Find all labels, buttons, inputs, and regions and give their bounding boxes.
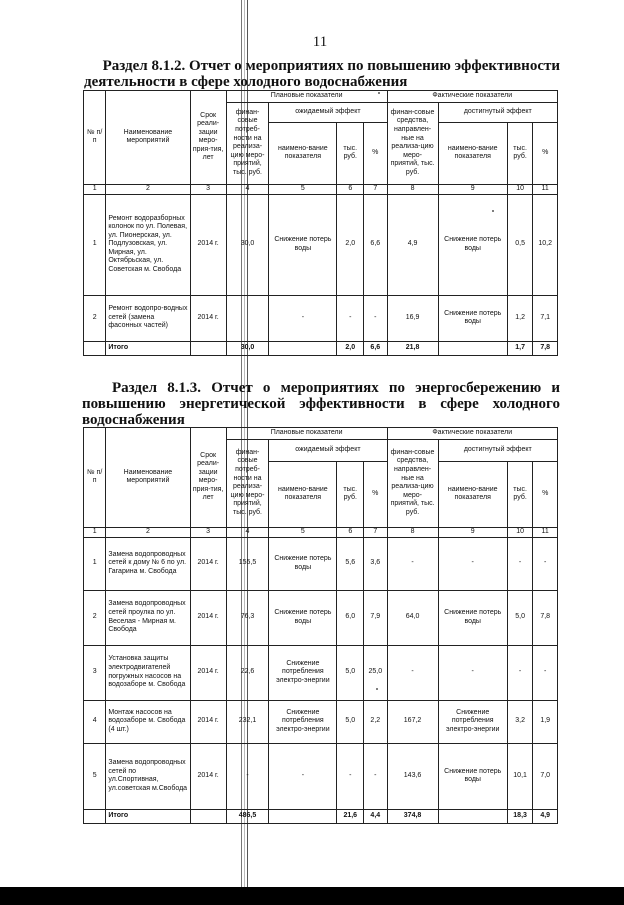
heading-line-1: Раздел 8.1.3. Отчет о мероприятиях по энергосбережению и <box>112 380 560 396</box>
row-fact-fin: 16,9 <box>387 295 438 341</box>
total-empty <box>190 809 226 823</box>
total-plan-fin: 486,5 <box>226 809 269 823</box>
row-ind2: Снижение потерь воды <box>438 194 507 295</box>
col-number: 9 <box>438 184 507 194</box>
row-name: Замена водопроводных сетей проулка по ул. Веселая - Мирная м. Свобода <box>106 590 190 645</box>
col-number: 3 <box>190 527 226 537</box>
total-empty <box>190 341 226 355</box>
col-number: 11 <box>533 184 558 194</box>
heading-line-1: Раздел 8.1.2. Отчет о мероприятиях по повышению эффективности <box>102 58 560 74</box>
table-8-1-2 <box>83 90 558 356</box>
row-thous: - <box>337 743 364 809</box>
header-ind-name: наимено-вание показателя <box>269 122 337 184</box>
header-fact-fin: финан-совые средства, направлен-ные на реализа-цию меро-приятий, тыс. руб. <box>387 102 438 184</box>
total-thous2: 1,7 <box>507 341 533 355</box>
scan-speck <box>376 688 378 690</box>
row-fact-fin: 143,6 <box>387 743 438 809</box>
table-row <box>84 645 558 700</box>
header-term: Срок реали-зации меро-прия-тия, лет <box>190 428 226 528</box>
total-plan-fin: 30,0 <box>226 341 269 355</box>
table-row <box>84 194 558 295</box>
col-number: 10 <box>507 184 533 194</box>
header-planned: Плановые показатели <box>226 91 387 103</box>
scan-speck <box>492 210 494 212</box>
total-thous: 21,6 <box>337 809 364 823</box>
col-number: 3 <box>190 184 226 194</box>
total-pct: 6,6 <box>364 341 387 355</box>
col-number: 8 <box>387 527 438 537</box>
row-num: 5 <box>84 743 106 809</box>
total-empty <box>84 341 106 355</box>
row-pct2: - <box>533 537 558 590</box>
header-pct: % <box>364 122 387 184</box>
header-actual: Фактические показатели <box>387 428 558 440</box>
row-pct2: - <box>533 645 558 700</box>
total-empty <box>269 341 337 355</box>
row-num: 1 <box>84 194 106 295</box>
header-fact-fin: финан-совые средства, направлен-ные на реализа-цию меро-приятий, тыс. руб. <box>387 439 438 527</box>
header-pct: % <box>364 461 387 527</box>
scan-bottom-edge <box>0 887 624 905</box>
row-pct: 2,2 <box>364 700 387 743</box>
row-pct: 3,6 <box>364 537 387 590</box>
total-fact-fin: 21,8 <box>387 341 438 355</box>
row-plan-fin: - <box>226 743 269 809</box>
table-row <box>84 295 558 341</box>
col-number: 5 <box>269 527 337 537</box>
header-name: Наименование мероприятий <box>106 428 190 528</box>
row-ind2: - <box>438 537 507 590</box>
header-thous: тыс. руб. <box>337 461 364 527</box>
header-expected: ожидаемый эффект <box>269 102 387 122</box>
row-fact-fin: - <box>387 645 438 700</box>
row-name: Замена водопроводных сетей по ул.Спортивная, ул.советская м.Свобода <box>106 743 190 809</box>
row-pct: 6,6 <box>364 194 387 295</box>
total-fact-fin: 374,8 <box>387 809 438 823</box>
total-empty <box>438 341 507 355</box>
header-plan-fin: финан-совые потреб-ности на реализа-цию меро-приятий, тыс. руб. <box>226 102 269 184</box>
header-achieved: достигнутый эффект <box>438 439 557 461</box>
header-num: № п/п <box>84 91 106 185</box>
row-pct2: 7,1 <box>533 295 558 341</box>
total-label: Итого <box>106 341 190 355</box>
row-ind2: - <box>438 645 507 700</box>
header-planned: Плановые показатели <box>226 428 387 440</box>
total-empty <box>438 809 507 823</box>
row-name: Монтаж насосов на водозаборе м. Свобода (4 шт.) <box>106 700 190 743</box>
header-ind-name2: наимено-вание показателя <box>438 122 507 184</box>
row-ind: Снижение потерь воды <box>269 590 337 645</box>
row-ind2: Снижение потерь воды <box>438 295 507 341</box>
row-ind2: Снижение потерь воды <box>438 590 507 645</box>
header-pct2: % <box>533 122 558 184</box>
col-number: 8 <box>387 184 438 194</box>
row-term: 2014 г. <box>190 295 226 341</box>
section-8-1-3-heading <box>82 380 560 428</box>
total-thous2: 18,3 <box>507 809 533 823</box>
row-thous2: 10,1 <box>507 743 533 809</box>
row-thous: 5,0 <box>337 645 364 700</box>
col-number: 11 <box>533 527 558 537</box>
row-thous: 6,0 <box>337 590 364 645</box>
col-number: 2 <box>106 184 190 194</box>
row-term: 2014 г. <box>190 590 226 645</box>
row-plan-fin: 232,1 <box>226 700 269 743</box>
col-number: 4 <box>226 184 269 194</box>
header-term: Срок реали-зации меро-прия-тия, лет <box>190 91 226 185</box>
total-pct2: 4,9 <box>533 809 558 823</box>
row-plan-fin: 155,5 <box>226 537 269 590</box>
row-num: 4 <box>84 700 106 743</box>
row-fact-fin: 4,9 <box>387 194 438 295</box>
scan-speck <box>378 92 380 94</box>
col-number: 10 <box>507 527 533 537</box>
row-pct2: 1,9 <box>533 700 558 743</box>
header-ind-name: наимено-вание показателя <box>269 461 337 527</box>
row-thous2: 1,2 <box>507 295 533 341</box>
row-thous2: - <box>507 645 533 700</box>
table-row <box>84 537 558 590</box>
row-name: Ремонт водопро-водных сетей (замена фасонных частей) <box>106 295 190 341</box>
col-number: 7 <box>364 527 387 537</box>
row-ind: Снижение потребления электро-энергии <box>269 700 337 743</box>
row-num: 3 <box>84 645 106 700</box>
row-plan-fin: 30,0 <box>226 194 269 295</box>
row-pct2: 7,8 <box>533 590 558 645</box>
header-achieved: достигнутый эффект <box>438 102 557 122</box>
header-pct2: % <box>533 461 558 527</box>
table-row <box>84 590 558 645</box>
total-empty <box>84 809 106 823</box>
header-thous2: тыс. руб. <box>507 122 533 184</box>
row-fact-fin: - <box>387 537 438 590</box>
row-pct2: 10,2 <box>533 194 558 295</box>
row-ind2: Снижение потребления электро-энергии <box>438 700 507 743</box>
table-8-1-3 <box>83 427 558 824</box>
row-term: 2014 г. <box>190 537 226 590</box>
row-pct: 7,9 <box>364 590 387 645</box>
row-ind: Снижение потерь воды <box>269 537 337 590</box>
row-thous: 5,6 <box>337 537 364 590</box>
row-name: Замена водопроводных сетей к дому № 6 по ул. Гагарина м. Свобода <box>106 537 190 590</box>
total-thous: 2,0 <box>337 341 364 355</box>
row-thous: 2,0 <box>337 194 364 295</box>
row-term: 2014 г. <box>190 645 226 700</box>
row-ind2: Снижение потерь воды <box>438 743 507 809</box>
header-ind-name2: наимено-вание показателя <box>438 461 507 527</box>
col-number: 7 <box>364 184 387 194</box>
header-thous: тыс. руб. <box>337 122 364 184</box>
row-name: Ремонт водоразборных колонок по ул. Полевая, ул. Пионерская, ул. Подлузовская, ул. Мирная, ул. Октябрьская, ул. Советская м. Свобода <box>106 194 190 295</box>
col-number: 6 <box>337 527 364 537</box>
total-empty <box>269 809 337 823</box>
row-num: 2 <box>84 295 106 341</box>
table-total-row <box>84 809 558 823</box>
table-row <box>84 743 558 809</box>
header-name: Наименование мероприятий <box>106 91 190 185</box>
header-actual: Фактические показатели <box>387 91 558 103</box>
row-plan-fin: 22,6 <box>226 645 269 700</box>
section-8-1-2-heading <box>82 58 560 90</box>
row-num: 1 <box>84 537 106 590</box>
col-number: 1 <box>84 184 106 194</box>
row-thous2: - <box>507 537 533 590</box>
row-term: 2014 г. <box>190 194 226 295</box>
row-fact-fin: 167,2 <box>387 700 438 743</box>
row-thous: - <box>337 295 364 341</box>
col-number: 2 <box>106 527 190 537</box>
heading-line-2: повышению энергетической эффективности в сфере холодного <box>82 396 560 412</box>
header-expected: ожидаемый эффект <box>269 439 387 461</box>
page-number: 11 <box>312 34 328 50</box>
col-number: 9 <box>438 527 507 537</box>
col-number: 5 <box>269 184 337 194</box>
row-term: 2014 г. <box>190 743 226 809</box>
table-total-row <box>84 341 558 355</box>
total-pct: 4,4 <box>364 809 387 823</box>
table-row <box>84 700 558 743</box>
row-pct: 25,0 <box>364 645 387 700</box>
row-thous2: 0,5 <box>507 194 533 295</box>
row-pct: - <box>364 743 387 809</box>
total-pct2: 7,8 <box>533 341 558 355</box>
row-thous2: 5,0 <box>507 590 533 645</box>
col-number: 1 <box>84 527 106 537</box>
col-number: 4 <box>226 527 269 537</box>
row-ind: Снижение потерь воды <box>269 194 337 295</box>
row-fact-fin: 64,0 <box>387 590 438 645</box>
row-name: Установка защиты электродвигателей погружных насосов на водозаборе м. Свобода <box>106 645 190 700</box>
row-ind: - <box>269 295 337 341</box>
header-thous2: тыс. руб. <box>507 461 533 527</box>
row-term: 2014 г. <box>190 700 226 743</box>
total-label: Итого <box>106 809 190 823</box>
row-pct2: 7,0 <box>533 743 558 809</box>
heading-line-3: водоснабжения <box>82 412 185 428</box>
row-plan-fin: 76,3 <box>226 590 269 645</box>
row-thous: 5,0 <box>337 700 364 743</box>
row-ind: - <box>269 743 337 809</box>
row-thous2: 3,2 <box>507 700 533 743</box>
header-num: № п/п <box>84 428 106 528</box>
row-plan-fin <box>226 295 269 341</box>
row-pct: - <box>364 295 387 341</box>
row-num: 2 <box>84 590 106 645</box>
header-plan-fin: финан-совые потреб-ности на реализа-цию меро-приятий, тыс. руб. <box>226 439 269 527</box>
heading-line-2: деятельности в сфере холодного водоснабжения <box>84 74 408 90</box>
row-ind: Снижение потребления электро-энергии <box>269 645 337 700</box>
col-number: 6 <box>337 184 364 194</box>
